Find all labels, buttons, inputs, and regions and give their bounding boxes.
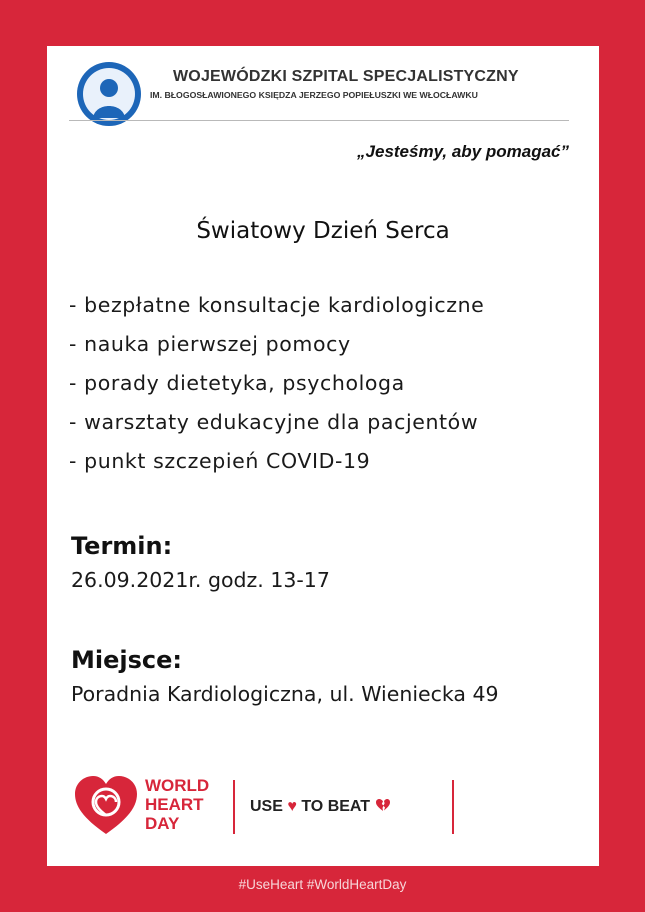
hashtags: #UseHeart #WorldHeartDay	[238, 877, 407, 892]
hospital-name: WOJEWÓDZKI SZPITAL SPECJALISTYCZNY	[173, 68, 519, 85]
date-label: Termin:	[71, 532, 173, 560]
hospital-logo	[77, 62, 141, 126]
place-value: Poradnia Kardiologiczna, ul. Wieniecka 49	[71, 682, 499, 706]
list-item: - bezpłatne konsultacje kardiologiczne	[69, 293, 485, 317]
footer-logos	[73, 774, 593, 844]
list-item: - porady dietetyka, psychologa	[69, 371, 405, 395]
footer-divider-right	[452, 780, 454, 834]
world-heart-day-text: WORLD HEART DAY	[145, 776, 210, 833]
event-title: Światowy Dzień Serca	[196, 218, 450, 244]
date-value: 26.09.2021r. godz. 13-17	[71, 568, 330, 592]
list-item: - warsztaty edukacyjne dla pacjentów	[69, 410, 479, 434]
world-heart-day-logo-icon	[73, 774, 139, 840]
activities-list	[69, 290, 589, 485]
use-heart-slogan: USE ♥ TO BEAT	[250, 798, 391, 816]
list-item: - nauka pierwszej pomocy	[69, 332, 351, 356]
hospital-subtitle: IM. BŁOGOSŁAWIONEGO KSIĘDZA JERZEGO POPIEŁUSZKI WE WŁOCŁAWKU	[150, 90, 478, 100]
place-label: Miejsce:	[71, 646, 182, 674]
footer-divider-left	[233, 780, 235, 834]
header-divider	[69, 120, 569, 121]
poster-card	[47, 46, 599, 866]
heart-icon: ♥	[287, 798, 297, 815]
hospital-header	[47, 46, 599, 176]
list-item: - punkt szczepień COVID-19	[69, 449, 371, 473]
broken-heart-icon	[375, 798, 391, 812]
hospital-motto: „Jesteśmy, aby pomagać”	[357, 142, 569, 161]
